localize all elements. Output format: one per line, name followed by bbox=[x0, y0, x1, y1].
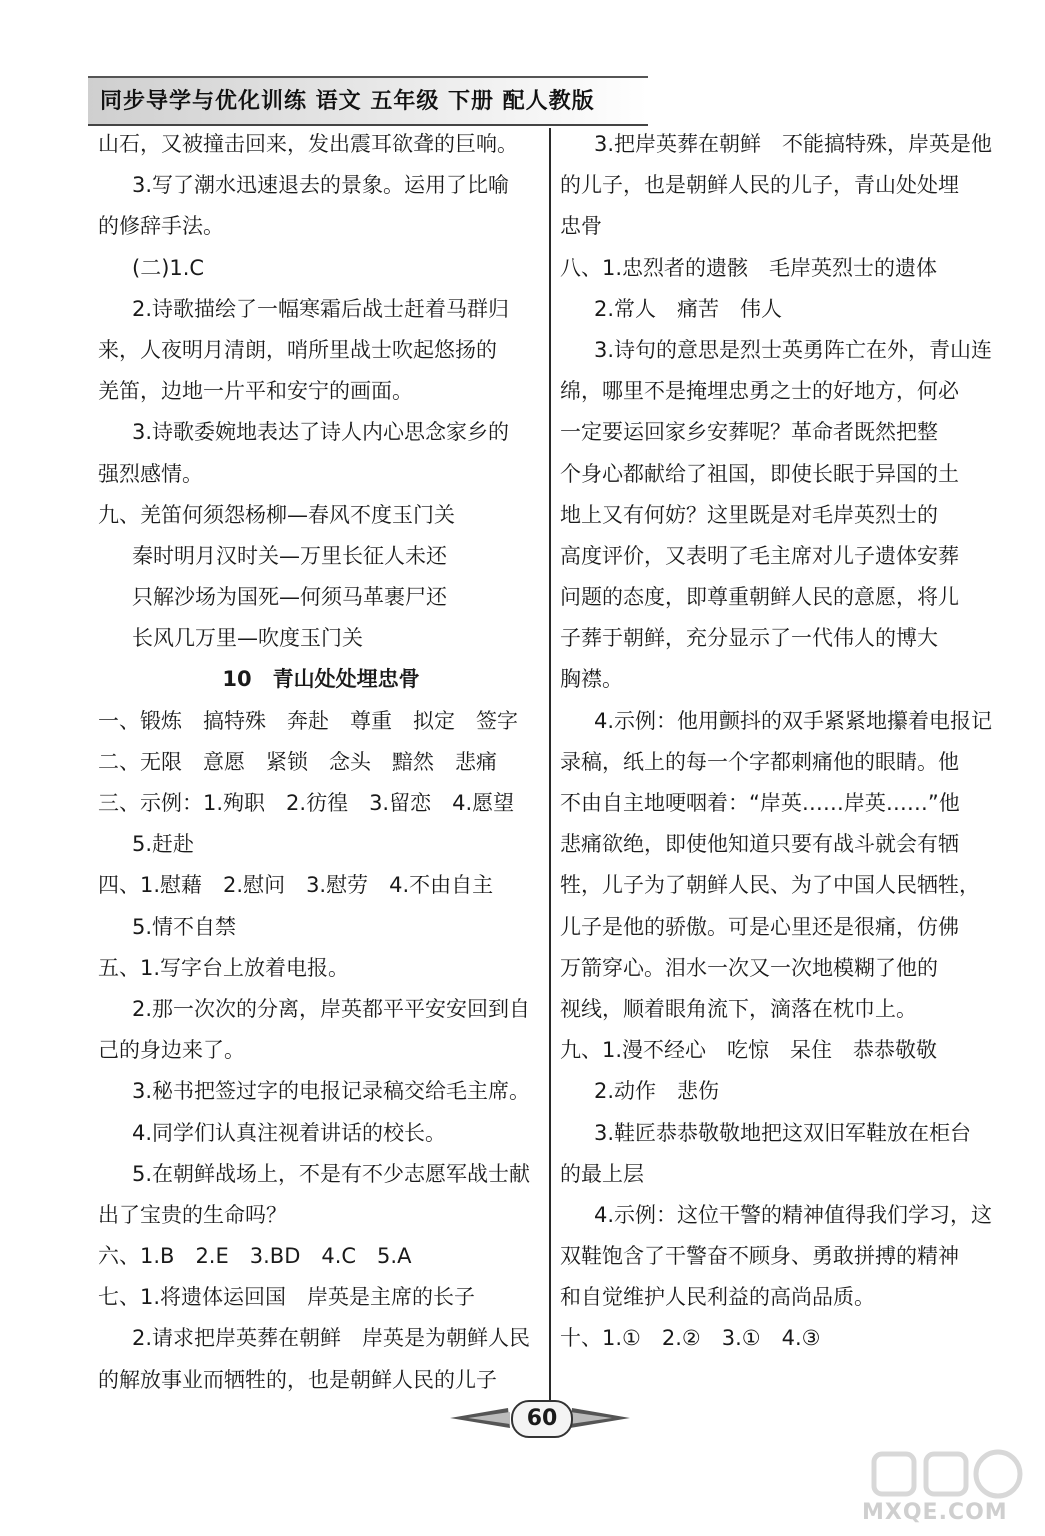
answer-line: 问题的态度，即尊重朝鲜人民的意愿，将儿 bbox=[560, 585, 959, 610]
section-line: 七、1.将遗体运回国 岸英是主席的长子 bbox=[98, 1285, 476, 1310]
section-line: 九、1.漫不经心 吃惊 呆住 恭恭敬敬 bbox=[560, 1038, 938, 1063]
answer-line: 2.常人 痛苦 伟人 bbox=[594, 296, 783, 321]
answer-line: 5.情不自禁 bbox=[132, 914, 237, 939]
answer-line: 3.把岸英葬在朝鲜 不能搞特殊，岸英是他 bbox=[594, 132, 993, 156]
left-column bbox=[98, 124, 544, 1401]
section-line: 十、1.① 2.② 3.① 4.③ bbox=[560, 1326, 821, 1351]
answer-line: 视线，顺着眼角流下，滴落在枕巾上。 bbox=[560, 996, 917, 1021]
answer-line: (二)1.C bbox=[132, 255, 205, 280]
section-line: 一、锻炼 搞特殊 奔赴 尊重 拟定 签字 bbox=[98, 708, 518, 733]
answer-line: 出了宝贵的生命吗？ bbox=[98, 1202, 287, 1227]
answer-line: 5.赶赴 bbox=[132, 832, 195, 857]
answer-line: 3.写了潮水迅速退去的景象。运用了比喻 bbox=[132, 173, 510, 198]
answer-line: 高度评价，又表明了毛主席对儿子遗体安葬 bbox=[560, 543, 959, 568]
answer-line: 个身心都献给了祖国，即使长眠于异国的土 bbox=[560, 461, 959, 486]
answer-line: 2.动作 悲伤 bbox=[594, 1079, 720, 1104]
answer-line: 和自觉维护人民利益的高尚品质。 bbox=[560, 1285, 875, 1310]
answer-line: 只解沙场为国死—何须马革裹尸还 bbox=[132, 585, 447, 610]
answer-line: 悲痛欲绝，即使他知道只要有战斗就会有牺 bbox=[560, 832, 959, 857]
answer-line: 的解放事业而牺牲的，也是朝鲜人民的儿子 bbox=[98, 1367, 497, 1392]
answer-line: 绵，哪里不是掩埋忠勇之士的好地方，何必 bbox=[560, 379, 959, 404]
column-divider bbox=[549, 128, 551, 1400]
answer-line: 地上又有何妨？这里既是对毛岸英烈士的 bbox=[560, 502, 938, 527]
section-line: 四、1.慰藉 2.慰问 3.慰劳 4.不由自主 bbox=[98, 873, 494, 898]
answer-line: 4.示例：这位干警的精神值得我们学习，这 bbox=[594, 1202, 993, 1227]
answer-line: 不由自主地哽咽着：“岸英……岸英……”他 bbox=[560, 791, 960, 815]
lesson-heading: 10 青山处处埋忠骨 bbox=[222, 667, 420, 692]
answer-line: 4.同学们认真注视着讲话的校长。 bbox=[132, 1120, 447, 1145]
answer-line: 3.秘书把签过字的电报记录稿交给毛主席。 bbox=[132, 1079, 531, 1104]
section-line: 六、1.B 2.E 3.BD 4.C 5.A bbox=[98, 1244, 412, 1269]
answer-line: 的修辞手法。 bbox=[98, 214, 224, 239]
answer-line: 录稿，纸上的每一个字都刺痛他的眼睛。他 bbox=[560, 749, 959, 774]
answer-line: 2.诗歌描绘了一幅寒霜后战士赶着马群归 bbox=[132, 296, 510, 321]
answer-line: 山石，又被撞击回来，发出震耳欲聋的巨响。 bbox=[98, 132, 518, 156]
answer-line: 牲，儿子为了朝鲜人民、为了中国人民牺牲， bbox=[560, 873, 980, 898]
answer-line: 己的身边来了。 bbox=[98, 1038, 245, 1063]
answer-line: 强烈感情。 bbox=[98, 461, 203, 486]
answer-line: 3.诗歌委婉地表达了诗人内心思念家乡的 bbox=[132, 420, 510, 445]
answer-line: 子葬于朝鲜，充分显示了一代伟人的博大 bbox=[560, 626, 938, 651]
answer-line: 儿子是他的骄傲。可是心里还是很痛，仿佛 bbox=[560, 914, 959, 939]
section-line: 九、羌笛何须怨杨柳—春风不度玉门关 bbox=[98, 502, 455, 527]
answer-line: 胸襟。 bbox=[560, 667, 623, 692]
answer-line: 双鞋饱含了干警奋不顾身、勇敢拼搏的精神 bbox=[560, 1244, 959, 1269]
answer-line: 4.示例：他用颤抖的双手紧紧地攥着电报记 bbox=[594, 708, 993, 733]
answer-line: 2.那一次次的分离，岸英都平平安安回到自 bbox=[132, 996, 531, 1021]
answer-line: 来，人夜明月清朗，哨所里战士吹起悠扬的 bbox=[98, 337, 497, 362]
section-line: 二、无限 意愿 紧锁 念头 黯然 悲痛 bbox=[98, 749, 497, 774]
watermark-text: MXQE.COM bbox=[862, 1500, 1008, 1525]
answer-line: 5.在朝鲜战场上，不是有不少志愿军战士献 bbox=[132, 1161, 531, 1186]
answer-line: 2.请求把岸英葬在朝鲜 岸英是为朝鲜人民 bbox=[132, 1326, 531, 1351]
answer-line: 长风几万里—吹度玉门关 bbox=[132, 626, 363, 651]
answer-line: 羌笛，边地一片平和安宁的画面。 bbox=[98, 379, 413, 404]
section-line: 八、1.忠烈者的遗骸 毛岸英烈士的遗体 bbox=[560, 255, 938, 280]
answer-line: 3.鞋匠恭恭敬敬地把这双旧军鞋放在柜台 bbox=[594, 1120, 972, 1145]
answer-line: 3.诗句的意思是烈士英勇阵亡在外，青山连 bbox=[594, 337, 993, 362]
section-line: 五、1.写字台上放着电报。 bbox=[98, 955, 350, 980]
page-header-title: 同步导学与优化训练 语文 五年级 下册 配人教版 bbox=[100, 89, 595, 114]
answer-line: 万箭穿心。泪水一次又一次地模糊了他的 bbox=[560, 955, 938, 980]
right-column bbox=[560, 124, 1005, 1360]
answer-line: 一定要运回家乡安葬呢？革命者既然把整 bbox=[560, 420, 938, 445]
answer-line: 的儿子，也是朝鲜人民的儿子，青山处处埋 bbox=[560, 173, 959, 198]
page-number: 60 bbox=[511, 1400, 573, 1438]
answer-line: 忠骨 bbox=[560, 214, 602, 239]
answer-line: 的最上层 bbox=[560, 1161, 644, 1186]
section-line: 三、示例：1.殉职 2.彷徨 3.留恋 4.愿望 bbox=[98, 791, 515, 815]
answer-line: 秦时明月汉时关—万里长征人未还 bbox=[132, 543, 447, 568]
